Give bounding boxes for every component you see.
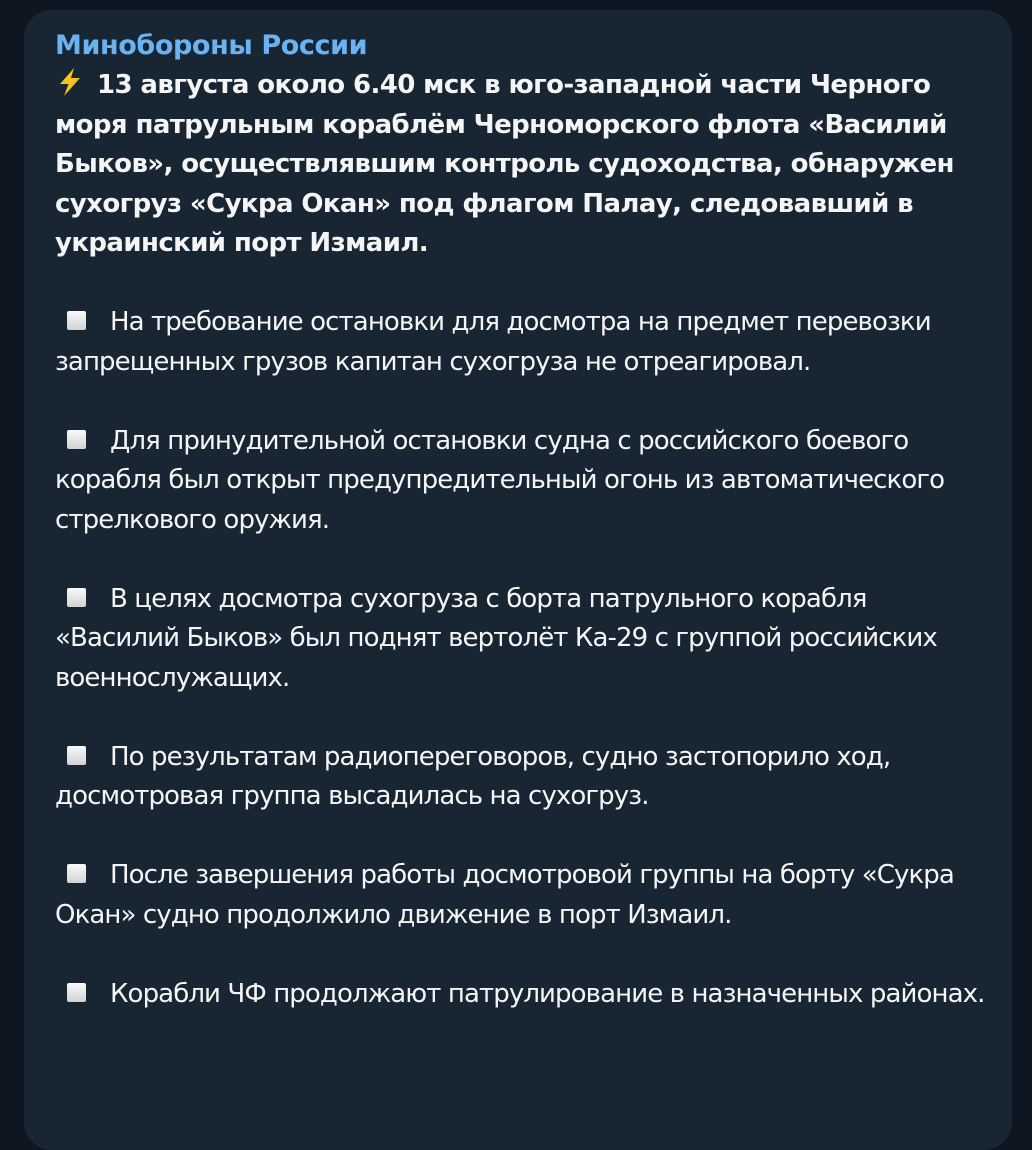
square-bullet-icon — [67, 864, 86, 883]
message-bubble — [24, 10, 1012, 1150]
square-bullet-icon — [67, 430, 86, 449]
message-point — [55, 738, 988, 817]
point-text: На требование остановки для досмотра на предмет перевозки запрещенных грузов капитан сухогруза не отреагировал. — [55, 307, 931, 377]
message-lead — [55, 66, 988, 264]
point-text: Для принудительной остановки судна с российского боевого корабля был открыт предупредительный огонь из автоматического стрелкового оружия. — [55, 425, 945, 535]
point-text: Корабли ЧФ продолжают патрулирование в назначенных районах. — [110, 978, 985, 1009]
message-point — [55, 856, 988, 935]
message-point — [55, 422, 988, 541]
channel-name[interactable]: Минобороны России — [55, 30, 368, 61]
square-bullet-icon — [67, 588, 86, 607]
message-point — [55, 303, 988, 382]
square-bullet-icon — [67, 311, 86, 330]
square-bullet-icon — [67, 983, 86, 1002]
lead-text: 13 августа около 6.40 мск в юго-западной части Черного моря патрульным кораблём Черноморского флота «Василий Быков», осуществлявшим контроль судоходства, обнаружен сухогруз «Сукра Окан» под флагом Палау, следовавший в украинский порт Измаил. — [55, 70, 954, 258]
point-text: В целях досмотра сухогруза с борта патрульного корабля «Василий Быков» был поднят вертолёт Ка-29 с группой российских военнослужащих. — [55, 583, 937, 693]
message-point — [55, 975, 988, 1015]
lightning-icon — [55, 67, 85, 97]
square-bullet-icon — [67, 746, 86, 765]
point-text: По результатам радиопереговоров, судно застопорило ход, досмотровая группа высадилась на сухогруз. — [55, 741, 891, 811]
point-text: После завершения работы досмотровой группы на борту «Сукра Окан» судно продолжило движение в порт Измаил. — [55, 860, 954, 930]
message-point — [55, 580, 988, 699]
